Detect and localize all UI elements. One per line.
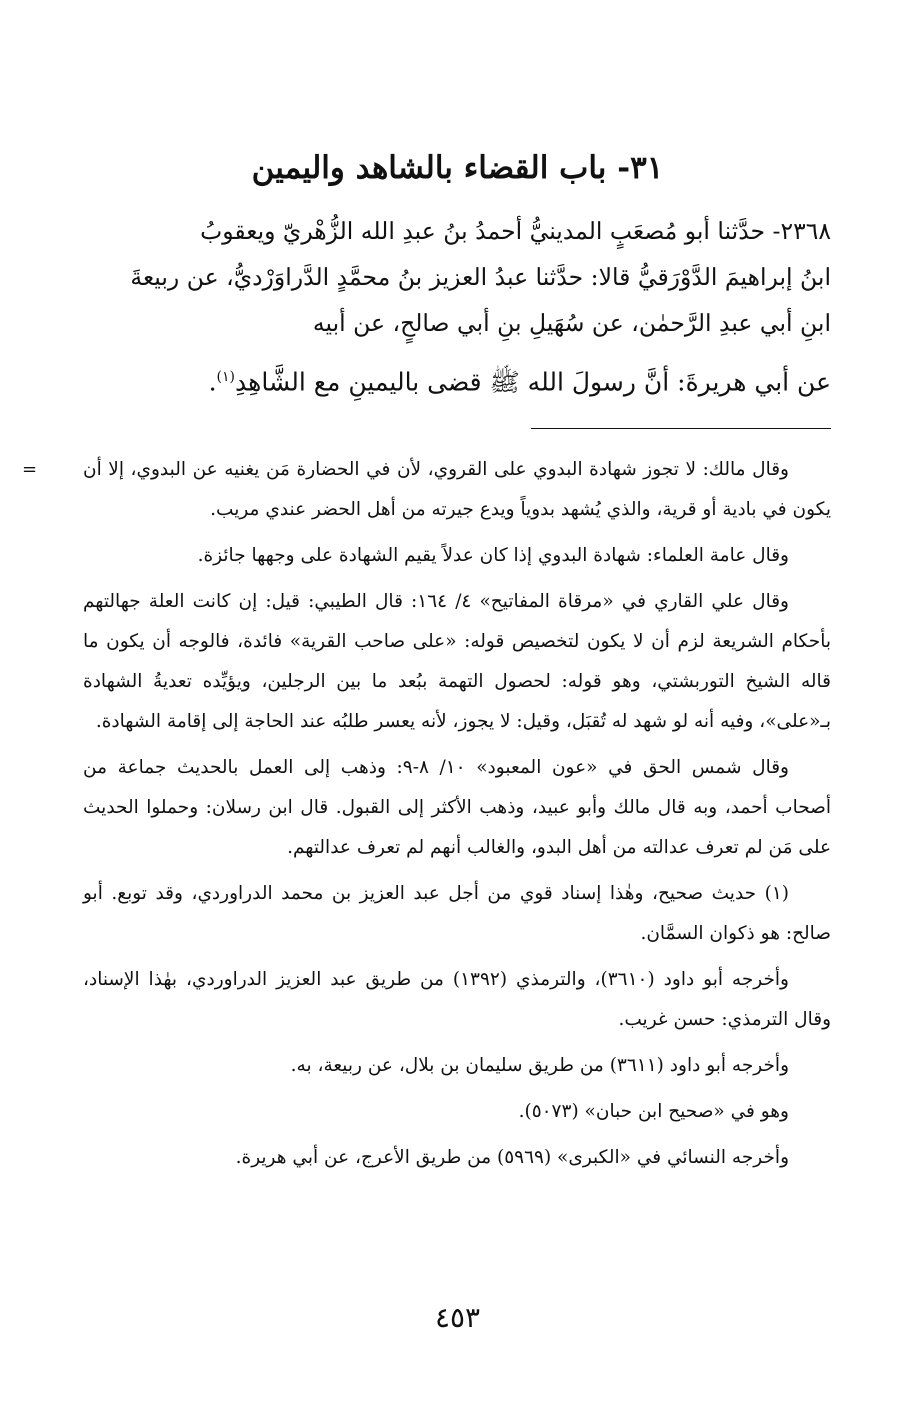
hadith-text <box>81 208 831 405</box>
note-paragraph: وهو في «صحيح ابن حبان» (٥٠٧٣). <box>518 1101 789 1122</box>
isnad-line: ٢٣٦٨- حدَّثنا أبو مُصعَبٍ المدينيُّ أحمدُ بنُ عبدِ الله الزُّهْريّ ويعقوبُ <box>200 217 831 245</box>
isnad-line: ابنُ إبراهيمَ الدَّوْرَقيُّ قالا: حدَّثنا عبدُ العزيز بنُ محمَّدٍ الدَّراوَرْديُّ، عن ربيعةَ <box>130 263 831 291</box>
footnote-reference: (١) <box>216 369 236 385</box>
note-paragraph: وقال علي القاري في «مرقاة المفاتيح» ٤/ ١٦٤: قال الطيبي: قيل: إن كانت العلة جهالتهم بأحكام الشريعة لزم أن لا يكون لتخصيص قوله: «على صاحب القرية» فائدة، فالوجه أن يكون ما قاله الشيخ التوربشتي، وهو قوله: لحصول التهمة ببُعد ما بين الرجلين، ويؤيِّده تعديةُ الشهادة بـ«على»، وفيه أنه لو شهد له تُقبَل، وقيل: لا يجوز، لأنه يعسر طلبُه عند الحاجة إلى إقامة الشهادة. <box>83 591 831 732</box>
isnad-line: ابنِ أبي عبدِ الرَّحمٰن، عن سُهَيلِ بنِ أبي صالحٍ، عن أبيه <box>312 309 831 337</box>
footnote-1: (١) حديث صحيح، وهٰذا إسناد قوي من أجل عبد العزيز بن محمد الدراوردي، وقد توبع. أبو صالح: هو ذكوان السمَّان. <box>83 883 831 944</box>
matn-end: . <box>208 367 217 397</box>
footnotes-section <box>83 450 831 1178</box>
footnote-divider <box>531 428 831 429</box>
note-paragraph: وقال شمس الحق في «عون المعبود» ١٠/ ٨-٩: وذهب إلى العمل بالحديث جماعة من أصحاب أحمد، وبه قال مالك وأبو عبيد، وذهب الأكثر إلى القبول. قال ابن رسلان: وحملوا الحديث على مَن لم تعرف عدالته من أهل البدو، والغالب أنهم لم تعرف عدالتهم. <box>83 757 831 858</box>
note-paragraph: وأخرجه النسائي في «الكبرى» (٥٩٦٩) من طريق الأعرج، عن أبي هريرة. <box>235 1147 789 1168</box>
page-number: ٤٥٣ <box>434 1301 481 1334</box>
note-paragraph: وقال مالك: لا تجوز شهادة البدوي على القروي، لأن في الحضارة مَن يغنيه عن البدوي، إلا أن يكون في بادية أو قرية، والذي يُشهد بدوياً ويدع جيرته من أهل الحضر عندي مريب. <box>83 459 831 520</box>
hadith-matn <box>81 354 831 405</box>
note-paragraph: وأخرجه أبو داود (٣٦١١) من طريق سليمان بن بلال، عن ربيعة، به. <box>290 1055 789 1076</box>
chapter-title: ٣١- باب القضاء بالشاهد واليمين <box>251 150 664 186</box>
note-paragraph: وأخرجه أبو داود (٣٦١٠)، والترمذي (١٣٩٢) من طريق عبد العزيز الدراوردي، بهٰذا الإسناد، وقال الترمذي: حسن غريب. <box>83 969 831 1030</box>
matn-text: عن أبي هريرةَ: أنَّ رسولَ الله ﷺ قضى باليمينِ مع الشَّاهِدِ <box>235 367 831 397</box>
note-paragraph: وقال عامة العلماء: شهادة البدوي إذا كان عدلاً يقيم الشهادة على وجهها جائزة. <box>197 545 789 566</box>
continuation-marker: = <box>22 459 38 480</box>
